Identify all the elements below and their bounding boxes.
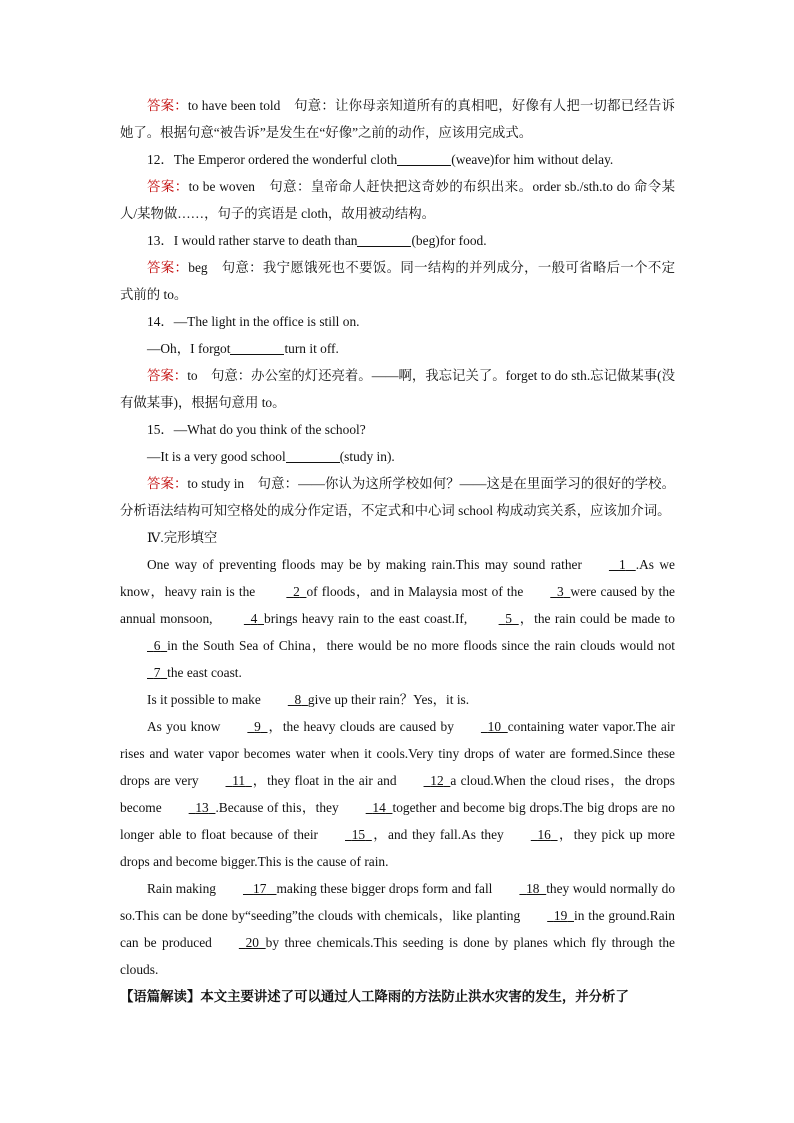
cloze-blank-20[interactable]: 20 xyxy=(245,935,259,950)
answer-text: to 句意：办公室的灯还亮着。——啊，我忘记关了。forget to do sth.忘记做某事(没有做某事)，根据句意用 to。 xyxy=(120,368,676,410)
answer-label: 答案： xyxy=(147,260,189,275)
cloze-paragraph-2: Is it possible to make 8 give up their rain？Yes，it is. xyxy=(120,686,675,713)
fill-blank[interactable] xyxy=(230,339,284,355)
cloze-blank-7[interactable]: 7 xyxy=(153,665,161,680)
cloze-blank-12[interactable]: 12 xyxy=(430,773,444,788)
question-14-line2 xyxy=(120,335,675,362)
cloze-paragraph-4: Rain making 17 making these bigger drops form and fall 18 they would normally do so.This can be done by“seeding”the clouds with chemicals，like planting 19 in the ground.Rain can be produced 20 by three chemicals.This seeding is done by planes which fly through the clouds. xyxy=(120,875,675,983)
cloze-blank-16[interactable]: 16 xyxy=(537,827,551,842)
cloze-blank-9[interactable]: 9 xyxy=(254,719,261,734)
answer-label: 答案： xyxy=(147,98,188,113)
cloze-blank-4[interactable]: 4 xyxy=(250,611,258,626)
question-text: turn it off. xyxy=(284,341,339,356)
question-text: (beg)for food. xyxy=(411,233,487,248)
passage-analysis xyxy=(120,983,675,1010)
answer-label: 答案： xyxy=(147,368,188,383)
cloze-blank-15[interactable]: 15 xyxy=(351,827,366,842)
cloze-blank-13[interactable]: 13 xyxy=(195,800,209,815)
answer-12 xyxy=(120,173,675,227)
question-text: (study in). xyxy=(339,449,395,464)
question-15-line2 xyxy=(120,443,675,470)
answer-15 xyxy=(120,470,675,524)
cloze-blank-17[interactable]: 17 xyxy=(253,881,267,896)
cloze-blank-6[interactable]: 6 xyxy=(153,638,161,653)
question-number: 13． xyxy=(147,233,174,248)
cloze-blank-3[interactable]: 3 xyxy=(556,584,564,599)
cloze-blank-14[interactable]: 14 xyxy=(372,800,386,815)
cloze-blank-18[interactable]: 18 xyxy=(526,881,540,896)
question-15 xyxy=(120,416,675,443)
question-text: The Emperor ordered the wonderful cloth xyxy=(173,152,398,167)
question-number: 14． xyxy=(147,314,174,329)
answer-14 xyxy=(120,362,675,416)
cloze-blank-8[interactable]: 8 xyxy=(294,692,302,707)
question-13 xyxy=(120,227,675,254)
question-number: 12． xyxy=(147,152,174,167)
fill-blank[interactable] xyxy=(286,447,340,463)
cloze-blank-1[interactable]: 1 xyxy=(618,557,626,572)
question-12 xyxy=(120,146,675,173)
section-title: Ⅳ.完形填空 xyxy=(147,530,218,545)
answer-text: to have been told 句意：让你母亲知道所有的真相吧，好像有人把一切都已经告诉她了。根据句意“被告诉”是发生在“好像”之前的动作，应该用完成式。 xyxy=(120,98,675,140)
cloze-blank-5[interactable]: 5 xyxy=(505,611,512,626)
document-body xyxy=(120,92,675,1010)
question-text: —What do you think of the school? xyxy=(173,422,366,437)
answer-13 xyxy=(120,254,675,308)
answer-text: to be woven 句意：皇帝命人赶快把这奇妙的布织出来。order sb./sth.to do 命令某人/某物做……，句子的宾语是 cloth，故用被动结构。 xyxy=(120,179,676,221)
question-text: (weave)for him without delay. xyxy=(451,152,614,167)
question-14 xyxy=(120,308,675,335)
answer-label: 答案： xyxy=(147,476,188,491)
fill-blank[interactable] xyxy=(357,231,411,247)
analysis-label: 【语篇解读】 xyxy=(120,989,201,1004)
cloze-blank-10[interactable]: 10 xyxy=(487,719,502,734)
answer-label: 答案： xyxy=(147,179,189,194)
answer-text: beg 句意：我宁愿饿死也不要饭。同一结构的并列成分，一般可省略后一个不定式前的 to。 xyxy=(120,260,675,302)
question-number: 15． xyxy=(147,422,174,437)
fill-blank[interactable] xyxy=(397,150,451,166)
question-text: —The light in the office is still on. xyxy=(173,314,360,329)
question-text: I would rather starve to death than xyxy=(173,233,358,248)
cloze-blank-11[interactable]: 11 xyxy=(232,773,246,788)
cloze-paragraph-1: One way of preventing floods may be by making rain.This may sound rather 1 .As we know，heavy rain is the 2 of floods，and in Malaysia most of the 3 were caused by the annual monsoon, 4 brings heavy rain to the east coast.If, 5 ，the rain could be made to 6 in the South Sea of China，there would be no more floods since the rain clouds would not 7 the east coast. xyxy=(120,551,675,686)
cloze-blank-2[interactable]: 2 xyxy=(293,584,300,599)
cloze-blank-19[interactable]: 19 xyxy=(553,908,568,923)
analysis-text: 本文主要讲述了可以通过人工降雨的方法防止洪水灾害的发生，并分析了 xyxy=(200,989,629,1004)
cloze-paragraph-3: As you know 9 ，the heavy clouds are caused by 10 containing water vapor.The air rises and water vapor becomes water when it cools.Very tiny drops of water are formed.Since these drops are very 11 ，they float in the air and 12 a cloud.When the cloud rises，the drops become 13 .Because of this，they 14 together and become big drops.The big drops are no longer able to float because of their 15 ，and they fall.As they 16 ，they pick up more drops and become bigger.This is the cause of rain. xyxy=(120,713,675,875)
answer-11 xyxy=(120,92,675,146)
question-text: —It is a very good school xyxy=(147,449,286,464)
question-text: —Oh，I forgot xyxy=(147,341,231,356)
answer-text: to study in 句意：——你认为这所学校如何？——这是在里面学习的很好的学校。分析语法结构可知空格处的成分作定语，不定式和中心词 school 构成动宾关系，应该加介词。 xyxy=(120,476,676,518)
